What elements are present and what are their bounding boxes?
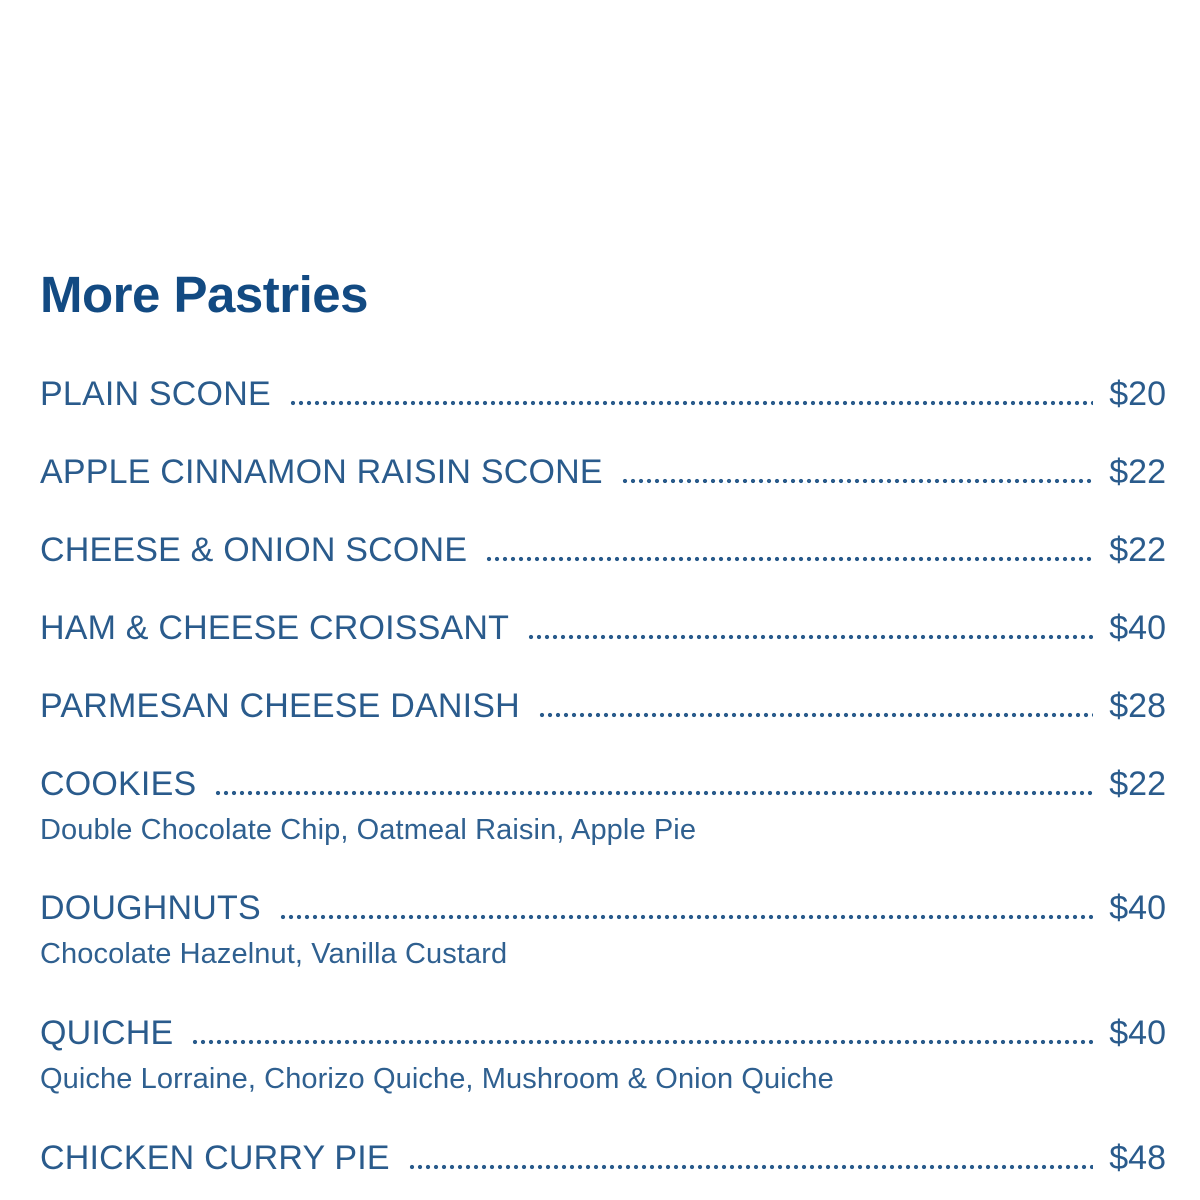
dot-leader — [214, 790, 1093, 796]
item-name: CHICKEN CURRY PIE — [40, 1139, 390, 1177]
menu-item-row — [40, 606, 1166, 650]
menu-item — [40, 528, 1166, 572]
menu-item — [40, 606, 1166, 650]
menu-item — [40, 450, 1166, 494]
menu-item — [40, 1011, 1166, 1097]
item-name: PLAIN SCONE — [40, 375, 271, 413]
menu-item-row — [40, 1011, 1166, 1055]
menu-item-row — [40, 372, 1166, 416]
item-name: QUICHE — [40, 1014, 174, 1052]
section-title: More Pastries — [40, 266, 368, 323]
menu-item-row — [40, 450, 1166, 494]
item-description: Quiche Lorraine, Chorizo Quiche, Mushroom & Onion Quiche — [40, 1063, 834, 1095]
item-name: APPLE CINNAMON RAISIN SCONE — [40, 453, 603, 491]
item-name: HAM & CHEESE CROISSANT — [40, 609, 510, 647]
menu-item — [40, 886, 1166, 972]
menu-item — [40, 372, 1166, 416]
item-price: $48 — [1109, 1139, 1166, 1177]
item-name: PARMESAN CHEESE DANISH — [40, 687, 520, 725]
item-price: $40 — [1109, 609, 1166, 647]
item-description: Double Chocolate Chip, Oatmeal Raisin, Apple Pie — [40, 814, 697, 846]
dot-leader — [621, 478, 1094, 484]
item-price: $40 — [1109, 1014, 1166, 1052]
dot-leader — [289, 400, 1093, 406]
menu-item-row — [40, 762, 1166, 806]
dot-leader — [485, 556, 1093, 562]
menu-item — [40, 762, 1166, 848]
item-price: $40 — [1109, 889, 1166, 927]
menu-item-row — [40, 684, 1166, 728]
menu-item-row — [40, 1136, 1166, 1180]
menu-item-row — [40, 886, 1166, 930]
menu-item — [40, 684, 1166, 728]
dot-leader — [527, 634, 1093, 640]
item-price: $22 — [1109, 453, 1166, 491]
item-price: $20 — [1109, 375, 1166, 413]
menu-section — [40, 262, 1166, 1177]
dot-leader — [279, 914, 1093, 920]
item-price: $22 — [1109, 765, 1166, 803]
item-price: $22 — [1109, 531, 1166, 569]
item-name: DOUGHNUTS — [40, 889, 261, 927]
item-name: CHEESE & ONION SCONE — [40, 531, 468, 569]
item-description: Chocolate Hazelnut, Vanilla Custard — [40, 938, 508, 970]
item-price: $28 — [1109, 687, 1166, 725]
dot-leader — [408, 1164, 1093, 1170]
menu-item — [40, 1136, 1166, 1180]
dot-leader — [191, 1039, 1093, 1045]
item-name: COOKIES — [40, 765, 197, 803]
dot-leader — [538, 712, 1093, 718]
menu-item-row — [40, 528, 1166, 572]
